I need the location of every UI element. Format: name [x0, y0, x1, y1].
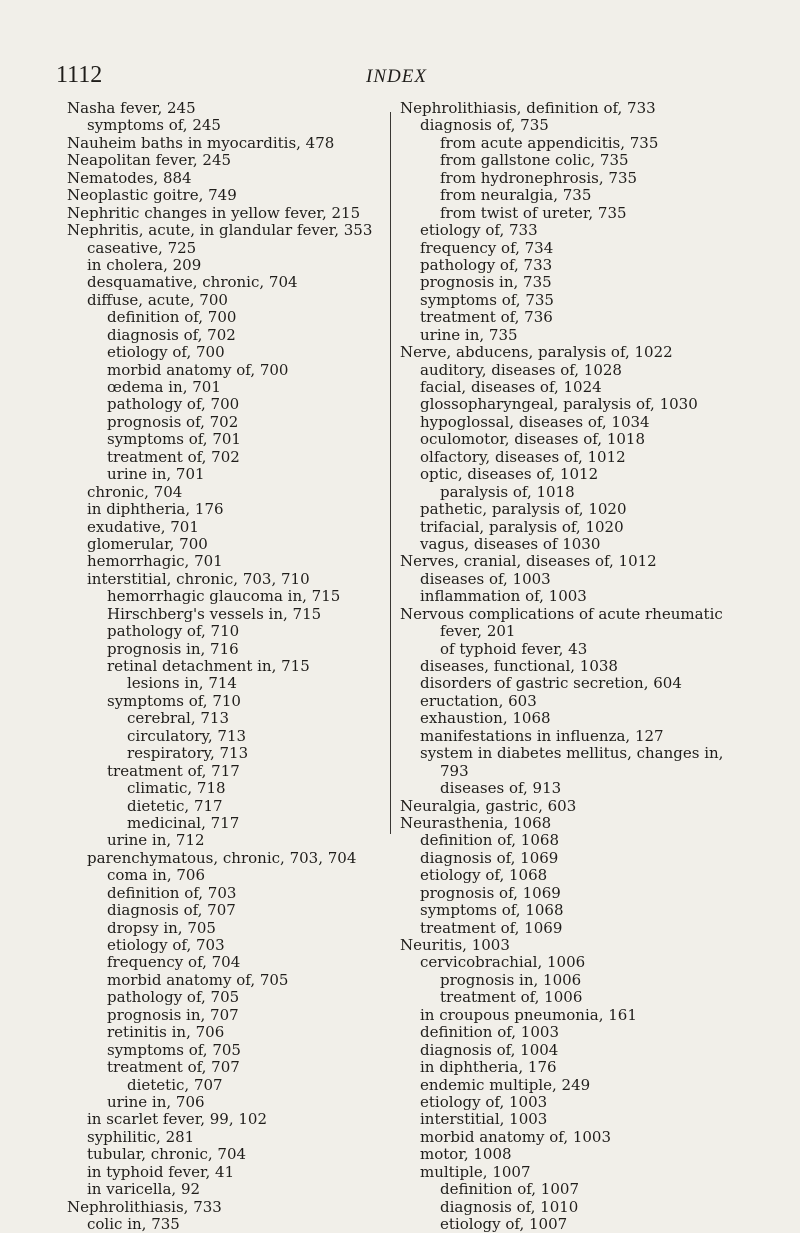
index-entry: definition of, 703: [107, 883, 237, 902]
index-entry: pathology of, 700: [107, 395, 240, 414]
index-entry: prognosis in, 716: [107, 639, 239, 658]
index-entry: manifestations in influenza, 127: [420, 726, 664, 745]
index-entry: dropsy in, 705: [107, 918, 216, 937]
index-entry: morbid anatomy of, 1003: [420, 1127, 612, 1146]
index-entry: dietetic, 717: [127, 796, 223, 815]
index-entry: œdema in, 701: [107, 378, 221, 396]
index-entry: Nephritic changes in yellow fever, 215: [67, 203, 361, 222]
index-entry: in diphtheria, 176: [87, 500, 224, 519]
index-entry: colic in, 735: [87, 1215, 180, 1233]
index-entry: cervicobrachial, 1006: [420, 953, 586, 972]
index-entry: chronic, 704: [87, 482, 183, 501]
index-entry: motor, 1008: [420, 1145, 512, 1164]
index-entry: Nephritis, acute, in glandular fever, 353: [67, 221, 373, 240]
index-entry: diagnosis of, 702: [107, 325, 236, 344]
page-number: 1112: [56, 62, 103, 88]
column-divider: [390, 112, 391, 834]
index-entry: treatment of, 707: [107, 1058, 240, 1077]
index-entry: diagnosis of, 1069: [420, 848, 559, 867]
index-entry: etiology of, 1068: [420, 866, 548, 885]
index-entry: etiology of, 733: [420, 221, 538, 240]
index-column-right: [400, 100, 760, 1233]
index-entry: Nervous complications of acute rheumatic: [400, 604, 723, 623]
index-entry: facial, diseases of, 1024: [420, 378, 602, 396]
index-entry: exudative, 701: [87, 517, 199, 536]
index-entry: prognosis of, 1069: [420, 883, 561, 902]
index-entry: parenchymatous, chronic, 703, 704: [87, 848, 357, 867]
index-entry: etiology of, 700: [107, 343, 225, 362]
index-entry: of typhoid fever, 43: [440, 639, 588, 658]
index-entry: diagnosis of, 707: [107, 901, 236, 920]
index-entry: urine in, 706: [107, 1092, 205, 1111]
index-entry: eructation, 603: [420, 691, 537, 710]
index-entry: glomerular, 700: [87, 534, 208, 553]
index-entry: pathology of, 733: [420, 255, 553, 274]
index-entry: treatment of, 736: [420, 308, 553, 327]
index-entry: Nerve, abducens, paralysis of, 1022: [400, 343, 673, 362]
index-entry: diagnosis of, 735: [420, 116, 549, 135]
index-entry: frequency of, 734: [420, 238, 554, 257]
index-entry: Hirschberg's vessels in, 715: [107, 604, 322, 623]
index-entry: frequency of, 704: [107, 953, 241, 972]
index-entry: pathology of, 710: [107, 622, 240, 641]
index-entry: Nerves, cranial, diseases of, 1012: [400, 552, 657, 571]
index-entry: interstitial, 1003: [420, 1110, 548, 1129]
index-entry: optic, diseases of, 1012: [420, 465, 599, 484]
index-entry: diseases of, 913: [440, 779, 562, 798]
index-entry: diagnosis of, 1010: [440, 1197, 579, 1216]
index-entry: cerebral, 713: [127, 709, 230, 728]
index-entry: definition of, 1068: [420, 831, 559, 850]
index-entry: coma in, 706: [107, 866, 205, 885]
index-entry: paralysis of, 1018: [440, 482, 575, 501]
index-entry: inflammation of, 1003: [420, 587, 587, 606]
index-entry: from acute appendicitis, 735: [440, 133, 659, 152]
index-entry: fever, 201: [440, 622, 516, 641]
index-entry: tubular, chronic, 704: [87, 1145, 247, 1164]
index-entry: desquamative, chronic, 704: [87, 273, 298, 292]
index-entry: in cholera, 209: [87, 255, 202, 274]
index-entry: olfactory, diseases of, 1012: [420, 447, 626, 466]
index-entry: etiology of, 703: [107, 936, 225, 954]
index-entry: Nauheim baths in myocarditis, 478: [67, 133, 335, 152]
index-entry: treatment of, 1006: [440, 988, 583, 1007]
index-entry: Neuritis, 1003: [400, 936, 510, 954]
index-entry: in scarlet fever, 99, 102: [87, 1110, 267, 1129]
index-entry: Neuralgia, gastric, 603: [400, 796, 577, 815]
index-entry: from neuralgia, 735: [440, 186, 592, 205]
index-entry: Neoplastic goitre, 749: [67, 186, 237, 205]
index-entry: etiology of, 1007: [440, 1215, 568, 1233]
index-entry: endemic multiple, 249: [420, 1075, 591, 1094]
index-entry: symptoms of, 701: [107, 430, 241, 449]
index-entry: from twist of ureter, 735: [440, 203, 627, 222]
index-entry: symptoms of, 1068: [420, 901, 564, 920]
index-entry: prognosis of, 702: [107, 412, 239, 431]
index-entry: prognosis in, 707: [107, 1005, 239, 1024]
index-entry: auditory, diseases of, 1028: [420, 360, 622, 379]
index-entry: treatment of, 717: [107, 761, 240, 780]
index-entry: pathetic, paralysis of, 1020: [420, 500, 627, 519]
index-entry: 793: [440, 761, 469, 780]
index-entry: respiratory, 713: [127, 744, 249, 763]
index-entry: definition of, 1003: [420, 1023, 559, 1042]
index-entry: in varicella, 92: [87, 1180, 201, 1199]
index-entry: multiple, 1007: [420, 1162, 531, 1181]
index-entry: etiology of, 1003: [420, 1092, 548, 1111]
index-entry: in diphtheria, 176: [420, 1058, 557, 1077]
index-entry: treatment of, 702: [107, 447, 240, 466]
index-entry: disorders of gastric secretion, 604: [420, 674, 682, 693]
index-entry: hypoglossal, diseases of, 1034: [420, 412, 650, 431]
index-entry: definition of, 700: [107, 308, 237, 327]
index-entry: Nephrolithiasis, 733: [67, 1197, 222, 1216]
index-entry: in typhoid fever, 41: [87, 1162, 235, 1181]
index-entry: hemorrhagic glaucoma in, 715: [107, 587, 341, 606]
index-entry: urine in, 701: [107, 465, 205, 484]
index-entry: trifacial, paralysis of, 1020: [420, 517, 624, 536]
index-entry: prognosis in, 1006: [440, 970, 582, 989]
index-entry: symptoms of, 245: [87, 116, 221, 135]
index-entry: medicinal, 717: [127, 813, 240, 832]
index-entry: diagnosis of, 1004: [420, 1040, 559, 1059]
index-entry: hemorrhagic, 701: [87, 552, 223, 571]
index-entry: prognosis in, 735: [420, 273, 552, 292]
index-entry: diseases of, 1003: [420, 569, 551, 588]
index-entry: syphilitic, 281: [87, 1127, 195, 1146]
index-entry: diffuse, acute, 700: [87, 290, 228, 309]
index-entry: lesions in, 714: [127, 674, 237, 693]
index-entry: pathology of, 705: [107, 988, 240, 1007]
index-entry: in croupous pneumonia, 161: [420, 1005, 637, 1024]
index-entry: circulatory, 713: [127, 726, 247, 745]
index-entry: system in diabetes mellitus, changes in,: [420, 744, 724, 763]
index-entry: Nasha fever, 245: [67, 99, 196, 117]
index-entry: exhaustion, 1068: [420, 709, 551, 728]
index-column-left: [67, 100, 387, 1233]
index-entry: definition of, 1007: [440, 1180, 579, 1199]
index-entry: urine in, 712: [107, 831, 205, 850]
index-entry: symptoms of, 705: [107, 1040, 241, 1059]
index-entry: climatic, 718: [127, 779, 226, 798]
index-entry: dietetic, 707: [127, 1075, 223, 1094]
index-entry: retinitis in, 706: [107, 1023, 225, 1042]
index-entry: treatment of, 1069: [420, 918, 563, 937]
index-entry: retinal detachment in, 715: [107, 657, 310, 675]
index-entry: Nematodes, 884: [67, 168, 192, 187]
index-entry: urine in, 735: [420, 325, 518, 344]
index-entry: morbid anatomy of, 700: [107, 360, 289, 379]
index-entry: caseative, 725: [87, 238, 197, 257]
running-head: INDEX: [366, 66, 427, 87]
index-entry: symptoms of, 735: [420, 290, 554, 309]
index-entry: morbid anatomy of, 705: [107, 970, 289, 989]
index-entry: from gallstone colic, 735: [440, 151, 629, 170]
index-entry: diseases, functional, 1038: [420, 657, 618, 675]
index-entry: vagus, diseases of 1030: [420, 534, 601, 553]
index-entry: symptoms of, 710: [107, 691, 241, 710]
index-entry: oculomotor, diseases of, 1018: [420, 430, 646, 449]
index-entry: interstitial, chronic, 703, 710: [87, 569, 310, 588]
index-entry: from hydronephrosis, 735: [440, 168, 638, 187]
index-entry: Neurasthenia, 1068: [400, 813, 552, 832]
index-entry: Nephrolithiasis, definition of, 733: [400, 99, 656, 117]
index-entry: glossopharyngeal, paralysis of, 1030: [420, 395, 698, 414]
index-entry: Neapolitan fever, 245: [67, 151, 232, 170]
